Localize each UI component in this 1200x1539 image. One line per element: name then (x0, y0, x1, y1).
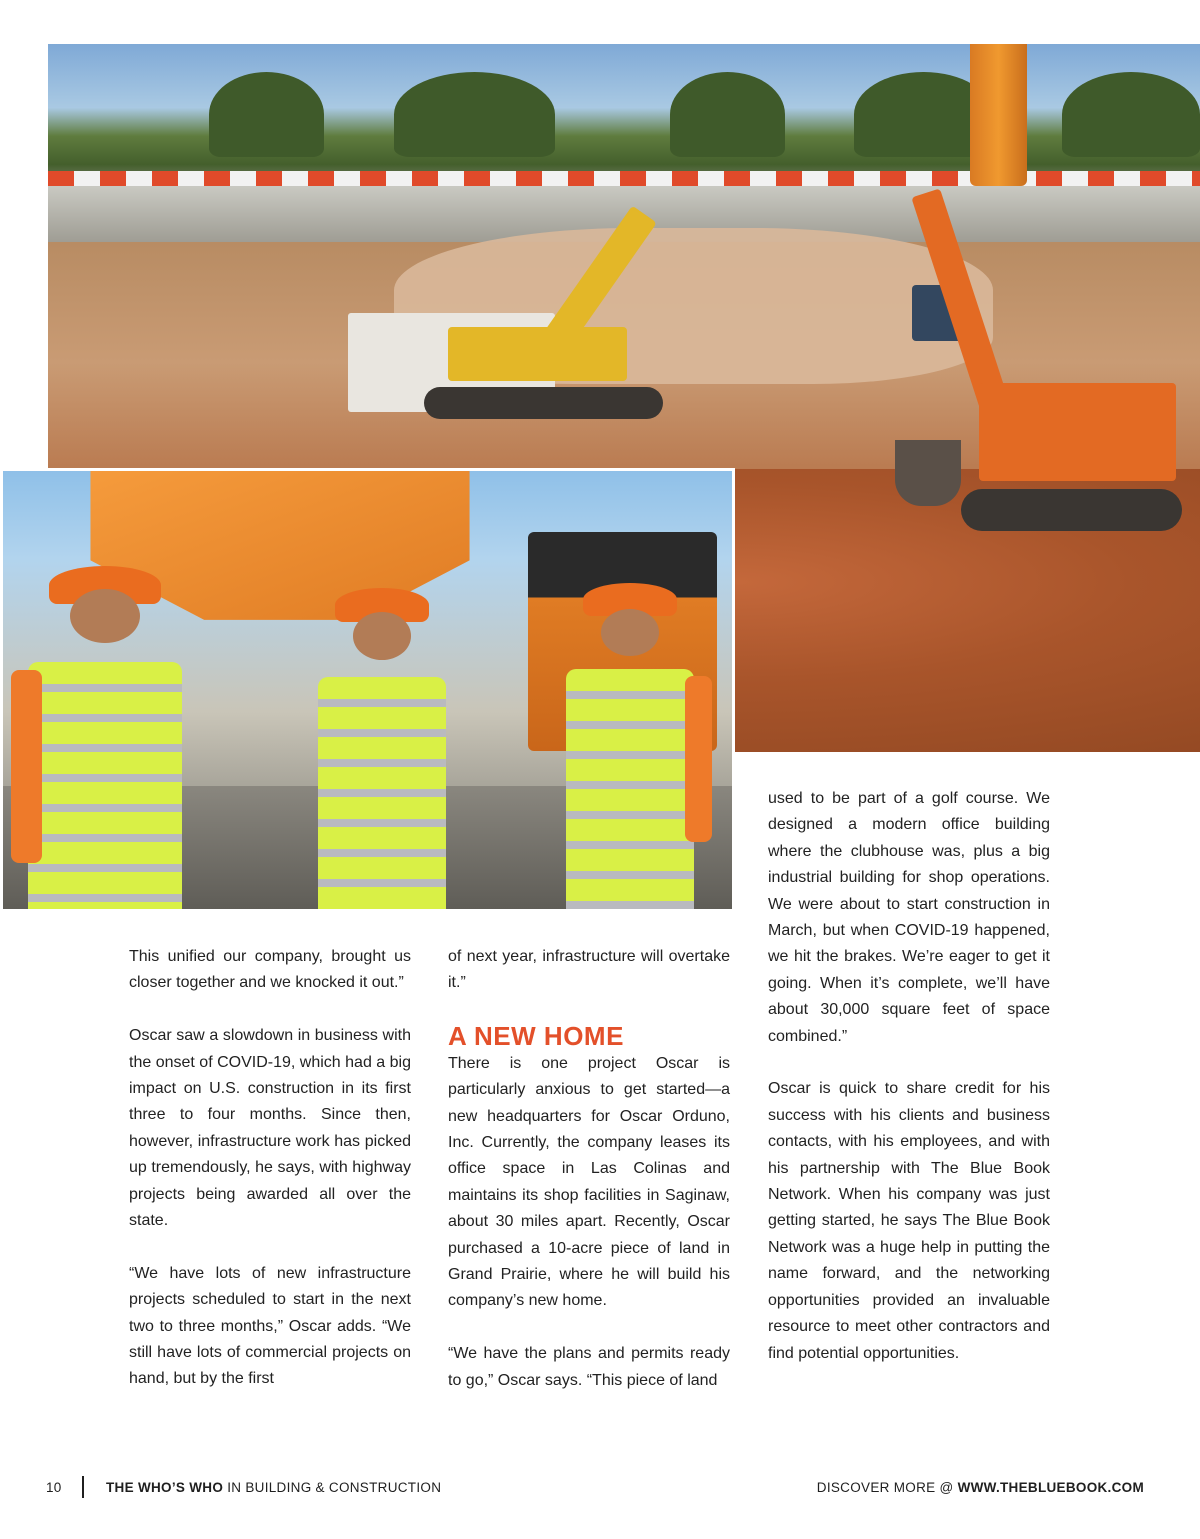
page-footer (0, 1476, 1200, 1500)
page-number: 10 (46, 1480, 62, 1495)
paragraph: “We have lots of new infrastructure projects scheduled to start in the next two to three months,” Oscar adds. “We still have lots of commercial projects on hand, but by the first (129, 1264, 411, 1388)
paragraph: Oscar saw a slowdown in business with the onset of COVID-19, which had a big impact on U.S. construction in its first three to four months. Since then, however, infrastructure work has picked up tremendously, he says, with highway projects being awarded all over the state. (129, 1027, 411, 1230)
website-link[interactable]: WWW.THEBLUEBOOK.COM (957, 1480, 1144, 1495)
publication-title (106, 1480, 441, 1495)
publication-title-bold: THE WHO’S WHO (106, 1480, 224, 1495)
paragraph: Oscar is quick to share credit for his success with his clients and business contacts, with his employees, and with his partnership with The Blue Book Network. When his company was just getting started, he says The Blue Book Network was a huge help in putting the name forward, and the networking opportunities provided an invaluable resource to meet other contractors and find potential opportunities. (768, 1080, 1050, 1362)
paragraph: used to be part of a golf course. We designed a modern office building where the clubhouse was, plus a big industrial building for shop operations. We were about to start construction in March, but when COVID-19 happened, we hit the brakes. We’re eager to get it going. When it’s complete, we’ll have about 30,000 square feet of space combined.” (768, 790, 1050, 1045)
inset-photo (0, 468, 735, 912)
paragraph: There is one project Oscar is particularly anxious to get started—a new headquarters for Oscar Orduno, Inc. Currently, the company leases its office space in Las Colinas and maintains its shop facilities in Saginaw, about 30 miles apart. Recently, Oscar purchased a 10-acre piece of land in Grand Prairie, where he will build his company’s new home. (448, 1054, 730, 1310)
publication-title-rest: IN BUILDING & CONSTRUCTION (223, 1480, 442, 1495)
website-promo (817, 1480, 1144, 1495)
article-column-2 (448, 944, 730, 1420)
three-foremen-photo (3, 471, 732, 909)
discover-prefix: DISCOVER MORE @ (816, 1480, 958, 1495)
section-heading: A NEW HOME (448, 1020, 624, 1051)
article-column-3 (768, 786, 1050, 1393)
footer-divider (82, 1476, 84, 1498)
paragraph: “We have the plans and permits ready to go,” Oscar says. “This piece of land (448, 1345, 730, 1389)
article-column-1 (129, 944, 411, 1419)
paragraph: of next year, infrastructure will overtake it.” (448, 948, 730, 992)
paragraph: This unified our company, brought us closer together and we knocked it out.” (129, 948, 411, 992)
